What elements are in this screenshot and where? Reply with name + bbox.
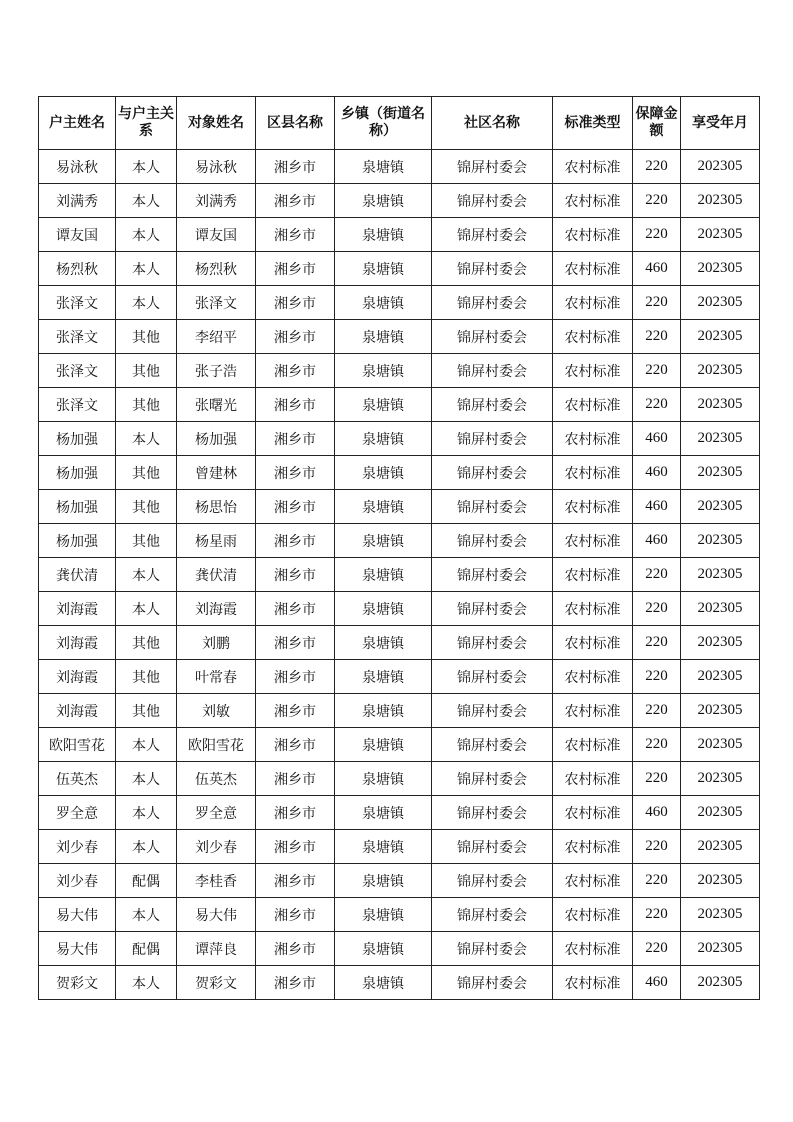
cell-relation: 配偶 xyxy=(116,932,177,966)
cell-community: 锦屏村委会 xyxy=(432,762,553,796)
cell-county: 湘乡市 xyxy=(256,490,335,524)
cell-head-name: 杨烈秋 xyxy=(39,252,116,286)
cell-amount: 220 xyxy=(633,150,681,184)
cell-township: 泉塘镇 xyxy=(335,184,432,218)
cell-relation: 本人 xyxy=(116,898,177,932)
cell-county: 湘乡市 xyxy=(256,796,335,830)
cell-standard-type: 农村标准 xyxy=(553,354,633,388)
cell-county: 湘乡市 xyxy=(256,354,335,388)
cell-head-name: 杨加强 xyxy=(39,490,116,524)
cell-amount: 220 xyxy=(633,762,681,796)
cell-community: 锦屏村委会 xyxy=(432,932,553,966)
cell-relation: 本人 xyxy=(116,796,177,830)
cell-township: 泉塘镇 xyxy=(335,592,432,626)
cell-head-name: 杨加强 xyxy=(39,422,116,456)
cell-relation: 其他 xyxy=(116,626,177,660)
header-cell-period: 享受年月 xyxy=(681,97,760,150)
cell-township: 泉塘镇 xyxy=(335,762,432,796)
cell-township: 泉塘镇 xyxy=(335,422,432,456)
cell-subject-name: 易大伟 xyxy=(177,898,256,932)
cell-township: 泉塘镇 xyxy=(335,524,432,558)
cell-community: 锦屏村委会 xyxy=(432,524,553,558)
cell-subject-name: 刘少春 xyxy=(177,830,256,864)
cell-head-name: 刘海霞 xyxy=(39,592,116,626)
cell-standard-type: 农村标准 xyxy=(553,490,633,524)
cell-standard-type: 农村标准 xyxy=(553,252,633,286)
cell-community: 锦屏村委会 xyxy=(432,354,553,388)
table-row xyxy=(39,558,760,592)
cell-standard-type: 农村标准 xyxy=(553,728,633,762)
cell-subject-name: 龚伏清 xyxy=(177,558,256,592)
cell-community: 锦屏村委会 xyxy=(432,490,553,524)
cell-head-name: 刘满秀 xyxy=(39,184,116,218)
cell-township: 泉塘镇 xyxy=(335,354,432,388)
cell-county: 湘乡市 xyxy=(256,626,335,660)
cell-period: 202305 xyxy=(681,728,760,762)
cell-period: 202305 xyxy=(681,354,760,388)
cell-community: 锦屏村委会 xyxy=(432,422,553,456)
cell-community: 锦屏村委会 xyxy=(432,898,553,932)
cell-period: 202305 xyxy=(681,456,760,490)
cell-community: 锦屏村委会 xyxy=(432,150,553,184)
cell-amount: 220 xyxy=(633,218,681,252)
cell-head-name: 易大伟 xyxy=(39,932,116,966)
table-row xyxy=(39,490,760,524)
cell-head-name: 贺彩文 xyxy=(39,966,116,1000)
cell-subject-name: 欧阳雪花 xyxy=(177,728,256,762)
cell-amount: 220 xyxy=(633,354,681,388)
header-row xyxy=(39,97,760,150)
cell-period: 202305 xyxy=(681,524,760,558)
cell-amount: 460 xyxy=(633,252,681,286)
cell-subject-name: 叶常春 xyxy=(177,660,256,694)
cell-county: 湘乡市 xyxy=(256,728,335,762)
cell-township: 泉塘镇 xyxy=(335,932,432,966)
cell-subject-name: 杨思怡 xyxy=(177,490,256,524)
cell-amount: 220 xyxy=(633,694,681,728)
cell-county: 湘乡市 xyxy=(256,252,335,286)
cell-county: 湘乡市 xyxy=(256,592,335,626)
cell-period: 202305 xyxy=(681,558,760,592)
cell-period: 202305 xyxy=(681,626,760,660)
cell-subject-name: 李桂香 xyxy=(177,864,256,898)
table-row xyxy=(39,252,760,286)
table-row xyxy=(39,864,760,898)
cell-head-name: 易大伟 xyxy=(39,898,116,932)
cell-standard-type: 农村标准 xyxy=(553,320,633,354)
cell-relation: 其他 xyxy=(116,320,177,354)
cell-head-name: 刘海霞 xyxy=(39,626,116,660)
cell-period: 202305 xyxy=(681,286,760,320)
cell-amount: 220 xyxy=(633,626,681,660)
cell-amount: 220 xyxy=(633,558,681,592)
cell-period: 202305 xyxy=(681,218,760,252)
header-cell-township: 乡镇（街道名称） xyxy=(335,97,432,150)
cell-period: 202305 xyxy=(681,830,760,864)
cell-township: 泉塘镇 xyxy=(335,830,432,864)
cell-period: 202305 xyxy=(681,932,760,966)
cell-amount: 460 xyxy=(633,490,681,524)
cell-community: 锦屏村委会 xyxy=(432,694,553,728)
cell-amount: 220 xyxy=(633,932,681,966)
cell-community: 锦屏村委会 xyxy=(432,558,553,592)
cell-township: 泉塘镇 xyxy=(335,898,432,932)
cell-county: 湘乡市 xyxy=(256,898,335,932)
cell-township: 泉塘镇 xyxy=(335,660,432,694)
table-row xyxy=(39,320,760,354)
cell-community: 锦屏村委会 xyxy=(432,626,553,660)
cell-township: 泉塘镇 xyxy=(335,456,432,490)
cell-relation: 配偶 xyxy=(116,864,177,898)
cell-community: 锦屏村委会 xyxy=(432,388,553,422)
cell-amount: 220 xyxy=(633,320,681,354)
cell-head-name: 杨加强 xyxy=(39,524,116,558)
cell-subject-name: 刘满秀 xyxy=(177,184,256,218)
cell-relation: 其他 xyxy=(116,694,177,728)
cell-relation: 本人 xyxy=(116,252,177,286)
cell-township: 泉塘镇 xyxy=(335,490,432,524)
cell-community: 锦屏村委会 xyxy=(432,728,553,762)
cell-subject-name: 张泽文 xyxy=(177,286,256,320)
cell-amount: 220 xyxy=(633,388,681,422)
cell-amount: 460 xyxy=(633,966,681,1000)
cell-township: 泉塘镇 xyxy=(335,694,432,728)
header-cell-amount: 保障金额 xyxy=(633,97,681,150)
cell-community: 锦屏村委会 xyxy=(432,830,553,864)
cell-county: 湘乡市 xyxy=(256,524,335,558)
cell-standard-type: 农村标准 xyxy=(553,932,633,966)
cell-subject-name: 李绍平 xyxy=(177,320,256,354)
cell-standard-type: 农村标准 xyxy=(553,762,633,796)
cell-township: 泉塘镇 xyxy=(335,626,432,660)
cell-subject-name: 伍英杰 xyxy=(177,762,256,796)
cell-standard-type: 农村标准 xyxy=(553,864,633,898)
header-cell-subject-name: 对象姓名 xyxy=(177,97,256,150)
cell-relation: 其他 xyxy=(116,456,177,490)
header-cell-community: 社区名称 xyxy=(432,97,553,150)
cell-township: 泉塘镇 xyxy=(335,252,432,286)
table-row xyxy=(39,218,760,252)
cell-period: 202305 xyxy=(681,150,760,184)
cell-standard-type: 农村标准 xyxy=(553,796,633,830)
table-row xyxy=(39,524,760,558)
cell-head-name: 罗全意 xyxy=(39,796,116,830)
cell-county: 湘乡市 xyxy=(256,218,335,252)
header-cell-standard-type: 标准类型 xyxy=(553,97,633,150)
table-row xyxy=(39,354,760,388)
cell-head-name: 刘少春 xyxy=(39,864,116,898)
cell-county: 湘乡市 xyxy=(256,762,335,796)
cell-head-name: 张泽文 xyxy=(39,286,116,320)
cell-community: 锦屏村委会 xyxy=(432,252,553,286)
cell-county: 湘乡市 xyxy=(256,150,335,184)
cell-township: 泉塘镇 xyxy=(335,286,432,320)
cell-amount: 220 xyxy=(633,660,681,694)
table-row xyxy=(39,456,760,490)
cell-township: 泉塘镇 xyxy=(335,966,432,1000)
cell-standard-type: 农村标准 xyxy=(553,150,633,184)
cell-head-name: 龚伏清 xyxy=(39,558,116,592)
cell-community: 锦屏村委会 xyxy=(432,660,553,694)
cell-community: 锦屏村委会 xyxy=(432,320,553,354)
table-row xyxy=(39,422,760,456)
cell-county: 湘乡市 xyxy=(256,966,335,1000)
table-row xyxy=(39,184,760,218)
cell-relation: 本人 xyxy=(116,184,177,218)
cell-relation: 其他 xyxy=(116,524,177,558)
table-row xyxy=(39,150,760,184)
cell-head-name: 张泽文 xyxy=(39,320,116,354)
cell-relation: 本人 xyxy=(116,830,177,864)
table-row xyxy=(39,932,760,966)
cell-period: 202305 xyxy=(681,898,760,932)
cell-subject-name: 贺彩文 xyxy=(177,966,256,1000)
cell-standard-type: 农村标准 xyxy=(553,558,633,592)
header-cell-relation: 与户主关系 xyxy=(116,97,177,150)
cell-subject-name: 杨加强 xyxy=(177,422,256,456)
cell-head-name: 易泳秋 xyxy=(39,150,116,184)
cell-period: 202305 xyxy=(681,592,760,626)
cell-township: 泉塘镇 xyxy=(335,864,432,898)
table-body xyxy=(39,150,760,1000)
cell-relation: 本人 xyxy=(116,728,177,762)
table-row xyxy=(39,898,760,932)
cell-amount: 220 xyxy=(633,864,681,898)
cell-relation: 其他 xyxy=(116,490,177,524)
cell-period: 202305 xyxy=(681,762,760,796)
cell-head-name: 伍英杰 xyxy=(39,762,116,796)
cell-township: 泉塘镇 xyxy=(335,218,432,252)
cell-standard-type: 农村标准 xyxy=(553,966,633,1000)
cell-community: 锦屏村委会 xyxy=(432,966,553,1000)
cell-subject-name: 刘鹏 xyxy=(177,626,256,660)
beneficiary-table xyxy=(38,96,760,1000)
cell-community: 锦屏村委会 xyxy=(432,796,553,830)
cell-amount: 220 xyxy=(633,830,681,864)
cell-standard-type: 农村标准 xyxy=(553,184,633,218)
table-row xyxy=(39,286,760,320)
cell-relation: 其他 xyxy=(116,660,177,694)
cell-relation: 其他 xyxy=(116,354,177,388)
cell-standard-type: 农村标准 xyxy=(553,422,633,456)
cell-county: 湘乡市 xyxy=(256,320,335,354)
cell-county: 湘乡市 xyxy=(256,864,335,898)
cell-county: 湘乡市 xyxy=(256,558,335,592)
cell-subject-name: 张子浩 xyxy=(177,354,256,388)
cell-period: 202305 xyxy=(681,252,760,286)
table-row xyxy=(39,796,760,830)
cell-period: 202305 xyxy=(681,966,760,1000)
cell-amount: 220 xyxy=(633,286,681,320)
cell-subject-name: 杨烈秋 xyxy=(177,252,256,286)
cell-period: 202305 xyxy=(681,694,760,728)
cell-relation: 本人 xyxy=(116,218,177,252)
cell-subject-name: 杨星雨 xyxy=(177,524,256,558)
cell-subject-name: 张曙光 xyxy=(177,388,256,422)
cell-township: 泉塘镇 xyxy=(335,320,432,354)
cell-amount: 460 xyxy=(633,796,681,830)
cell-relation: 本人 xyxy=(116,762,177,796)
cell-community: 锦屏村委会 xyxy=(432,286,553,320)
cell-subject-name: 谭萍良 xyxy=(177,932,256,966)
cell-amount: 220 xyxy=(633,898,681,932)
cell-community: 锦屏村委会 xyxy=(432,218,553,252)
table-row xyxy=(39,660,760,694)
cell-standard-type: 农村标准 xyxy=(553,694,633,728)
cell-township: 泉塘镇 xyxy=(335,388,432,422)
table-row xyxy=(39,966,760,1000)
cell-amount: 220 xyxy=(633,728,681,762)
table-row xyxy=(39,626,760,660)
cell-amount: 460 xyxy=(633,524,681,558)
cell-township: 泉塘镇 xyxy=(335,150,432,184)
cell-subject-name: 刘敏 xyxy=(177,694,256,728)
cell-community: 锦屏村委会 xyxy=(432,456,553,490)
cell-standard-type: 农村标准 xyxy=(553,898,633,932)
cell-head-name: 杨加强 xyxy=(39,456,116,490)
cell-standard-type: 农村标准 xyxy=(553,524,633,558)
cell-county: 湘乡市 xyxy=(256,422,335,456)
table-row xyxy=(39,388,760,422)
cell-amount: 220 xyxy=(633,592,681,626)
table-row xyxy=(39,694,760,728)
cell-subject-name: 谭友国 xyxy=(177,218,256,252)
table-row xyxy=(39,762,760,796)
cell-county: 湘乡市 xyxy=(256,694,335,728)
cell-period: 202305 xyxy=(681,490,760,524)
cell-subject-name: 曾建林 xyxy=(177,456,256,490)
cell-county: 湘乡市 xyxy=(256,660,335,694)
cell-subject-name: 罗全意 xyxy=(177,796,256,830)
cell-community: 锦屏村委会 xyxy=(432,592,553,626)
cell-subject-name: 易泳秋 xyxy=(177,150,256,184)
cell-subject-name: 刘海霞 xyxy=(177,592,256,626)
table-row xyxy=(39,830,760,864)
cell-township: 泉塘镇 xyxy=(335,728,432,762)
cell-township: 泉塘镇 xyxy=(335,796,432,830)
cell-amount: 220 xyxy=(633,184,681,218)
cell-standard-type: 农村标准 xyxy=(553,456,633,490)
cell-head-name: 谭友国 xyxy=(39,218,116,252)
cell-head-name: 刘少春 xyxy=(39,830,116,864)
cell-county: 湘乡市 xyxy=(256,184,335,218)
cell-amount: 460 xyxy=(633,422,681,456)
cell-period: 202305 xyxy=(681,660,760,694)
cell-relation: 本人 xyxy=(116,422,177,456)
cell-head-name: 欧阳雪花 xyxy=(39,728,116,762)
header-cell-county: 区县名称 xyxy=(256,97,335,150)
table-row xyxy=(39,728,760,762)
cell-standard-type: 农村标准 xyxy=(553,830,633,864)
cell-community: 锦屏村委会 xyxy=(432,864,553,898)
cell-relation: 其他 xyxy=(116,388,177,422)
cell-county: 湘乡市 xyxy=(256,388,335,422)
cell-standard-type: 农村标准 xyxy=(553,626,633,660)
cell-county: 湘乡市 xyxy=(256,286,335,320)
cell-county: 湘乡市 xyxy=(256,456,335,490)
cell-relation: 本人 xyxy=(116,286,177,320)
cell-county: 湘乡市 xyxy=(256,830,335,864)
cell-period: 202305 xyxy=(681,388,760,422)
cell-relation: 本人 xyxy=(116,966,177,1000)
cell-relation: 本人 xyxy=(116,558,177,592)
cell-community: 锦屏村委会 xyxy=(432,184,553,218)
table-row xyxy=(39,592,760,626)
cell-period: 202305 xyxy=(681,320,760,354)
cell-period: 202305 xyxy=(681,184,760,218)
cell-amount: 460 xyxy=(633,456,681,490)
cell-relation: 本人 xyxy=(116,592,177,626)
cell-head-name: 张泽文 xyxy=(39,388,116,422)
cell-head-name: 刘海霞 xyxy=(39,694,116,728)
cell-head-name: 张泽文 xyxy=(39,354,116,388)
cell-standard-type: 农村标准 xyxy=(553,218,633,252)
header-cell-head-name: 户主姓名 xyxy=(39,97,116,150)
cell-period: 202305 xyxy=(681,796,760,830)
cell-township: 泉塘镇 xyxy=(335,558,432,592)
cell-county: 湘乡市 xyxy=(256,932,335,966)
cell-head-name: 刘海霞 xyxy=(39,660,116,694)
cell-standard-type: 农村标准 xyxy=(553,660,633,694)
cell-period: 202305 xyxy=(681,864,760,898)
cell-relation: 本人 xyxy=(116,150,177,184)
cell-standard-type: 农村标准 xyxy=(553,592,633,626)
cell-period: 202305 xyxy=(681,422,760,456)
cell-standard-type: 农村标准 xyxy=(553,286,633,320)
cell-standard-type: 农村标准 xyxy=(553,388,633,422)
